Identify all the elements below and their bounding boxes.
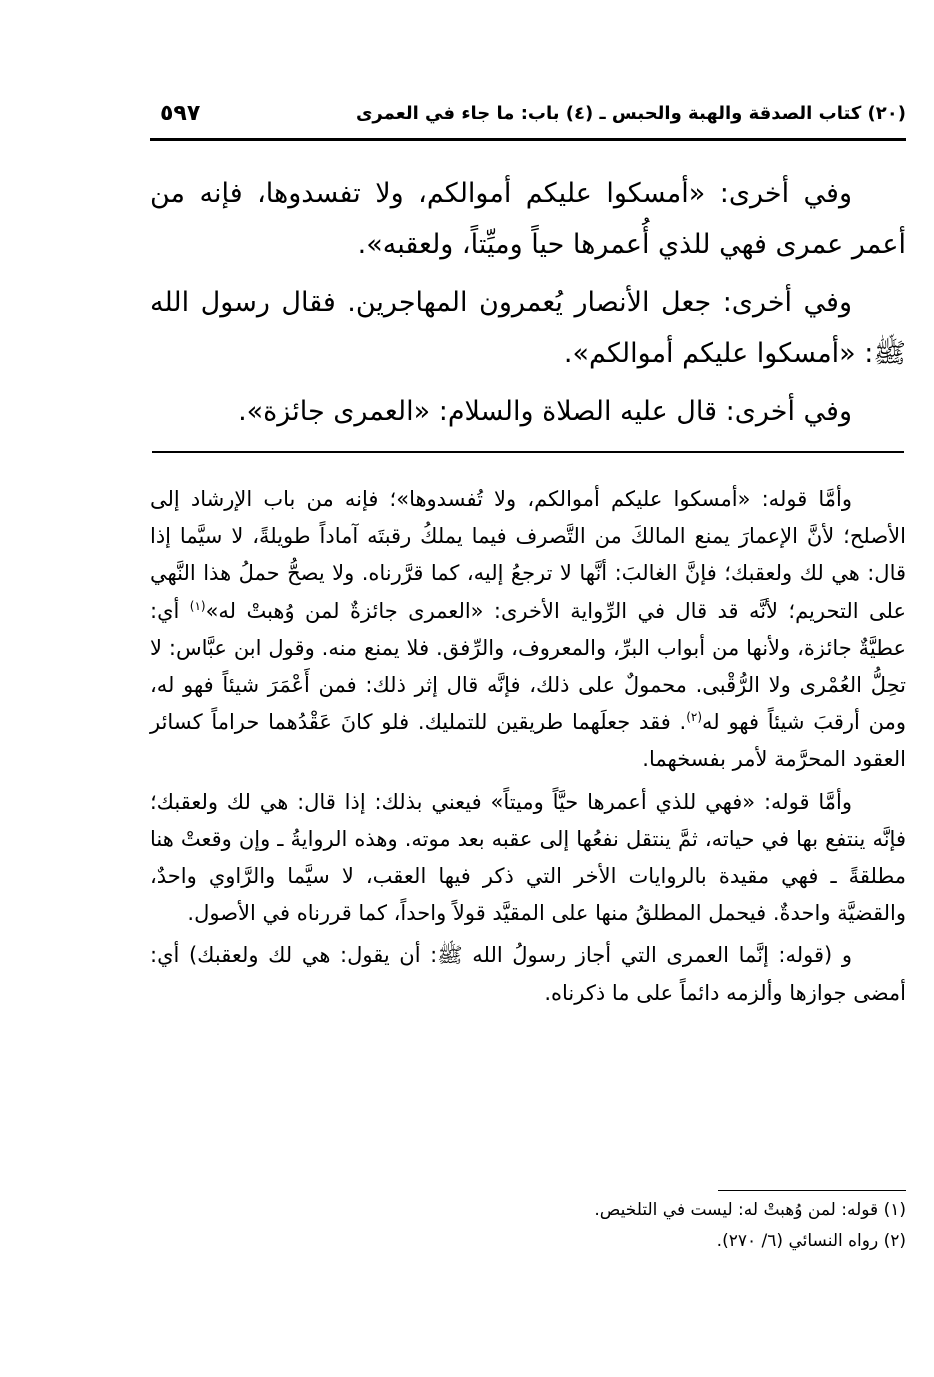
page-number: ٥٩٧ [160,101,201,126]
header-divider [150,138,906,141]
commentary-paragraph [150,481,906,779]
commentary-text-run: وأمَّا قوله: «أمسكوا عليكم أموالكم، ولا تُفسدوها»؛ فإنه من باب الإرشاد إلى الأصلح؛ لأنَّ الإعمارَ يمنع المالكَ من التَّصرف فيما يملكُ رقبتَه آماداً طويلةً، لا سيَّما إذا قال: هي لك ولعقبك؛ فإنَّ الغالبَ: أنَّها لا ترجعُ إليه، كما قرَّرناه. ولا يصحُّ حملُ هذا النَّهي على التحريم؛ لأنَّه قد قال في الرِّواية الأخرى: «العمرى جائزةٌ لمن وُهبتْ له» [150,487,906,623]
section-divider [152,451,904,453]
commentary-text-run: أي: عطيَّةٌ جائزة، ولأنها من أبواب البرِّ، والمعروف، والرِّفق. فلا يمنع منه. وقول ابن عبَّاس: لا تحِلُّ العُمْرى ولا الرُّقْبى. محمولٌ على ذلك، فإنَّه قال إثر ذلك: فمن أَعْمَرَ شيئاً فهو له، ومن أرقبَ شيئاً فهو له [150,598,906,735]
commentary-paragraph: و (قوله: إنَّما العمرى التي أجاز رسولُ الله ﷺ: أن يقول: هي لك ولعقبك) أي: أمضى جوازها وألزمه دائماً على ما ذكرناه. [150,943,906,1005]
commentary-text-run: . فقد جعلَهما طريقين للتمليك. فلو كانَ عَقْدُهما حراماً كسائر العقود المحرَّمة لأمر بفسخهما. [150,710,906,772]
footnote-item: (١) قوله: لمن وُهبتْ له: ليست في التلخيص. [594,1200,906,1220]
footnote-divider [718,1190,906,1191]
commentary-text [150,481,906,1017]
footnote-item: (٢) رواه النسائي (٦/ ٢٧٠). [716,1231,906,1251]
running-title: (٢٠) كتاب الصدقة والهبة والحبس ـ (٤) باب: ما جاء في العمرى [355,103,906,124]
commentary-paragraph: وأمَّا قوله: «فهي للذي أعمرها حيَّاً وميتاً» فيعني بذلك: إذا قال: هي لك ولعقبك؛ فإنَّه ينتفع بها في حياته، ثمَّ ينتقل نفعُها إلى عقبه بعد موته. وهذه الروايةُ ـ وإن وقعتْ هنا مطلقةً ـ فهي مقيدة بالروايات الأخر التي ذكر فيها العقب، لا سيَّما والرَّاوي واحدٌ، والقضيَّة واحدةٌ. فيحمل المطلقُ منها على المقيَّد قولاً واحداً، كما قررناه في الأصول. [150,789,906,926]
hadith-paragraph: وفي أخرى: جعل الأنصار يُعمرون المهاجرين. فقال رسول الله ﷺ: «أمسكوا عليكم أموالكم». [150,287,906,369]
footnotes [150,1195,906,1257]
footnote-reference: (٢) [686,710,703,725]
footnote-reference: (١) [189,598,206,613]
hadith-paragraph: وفي أخرى: قال عليه الصلاة والسلام: «العمرى جائزة». [238,396,852,427]
page-header [150,101,906,137]
hadith-paragraph: وفي أخرى: «أمسكوا عليكم أموالكم، ولا تفسدوها، فإنه من أعمر عمرى فهي للذي أُعمرها حياً وميِّتاً، ولعقبه». [150,178,906,260]
hadith-text [150,168,906,444]
